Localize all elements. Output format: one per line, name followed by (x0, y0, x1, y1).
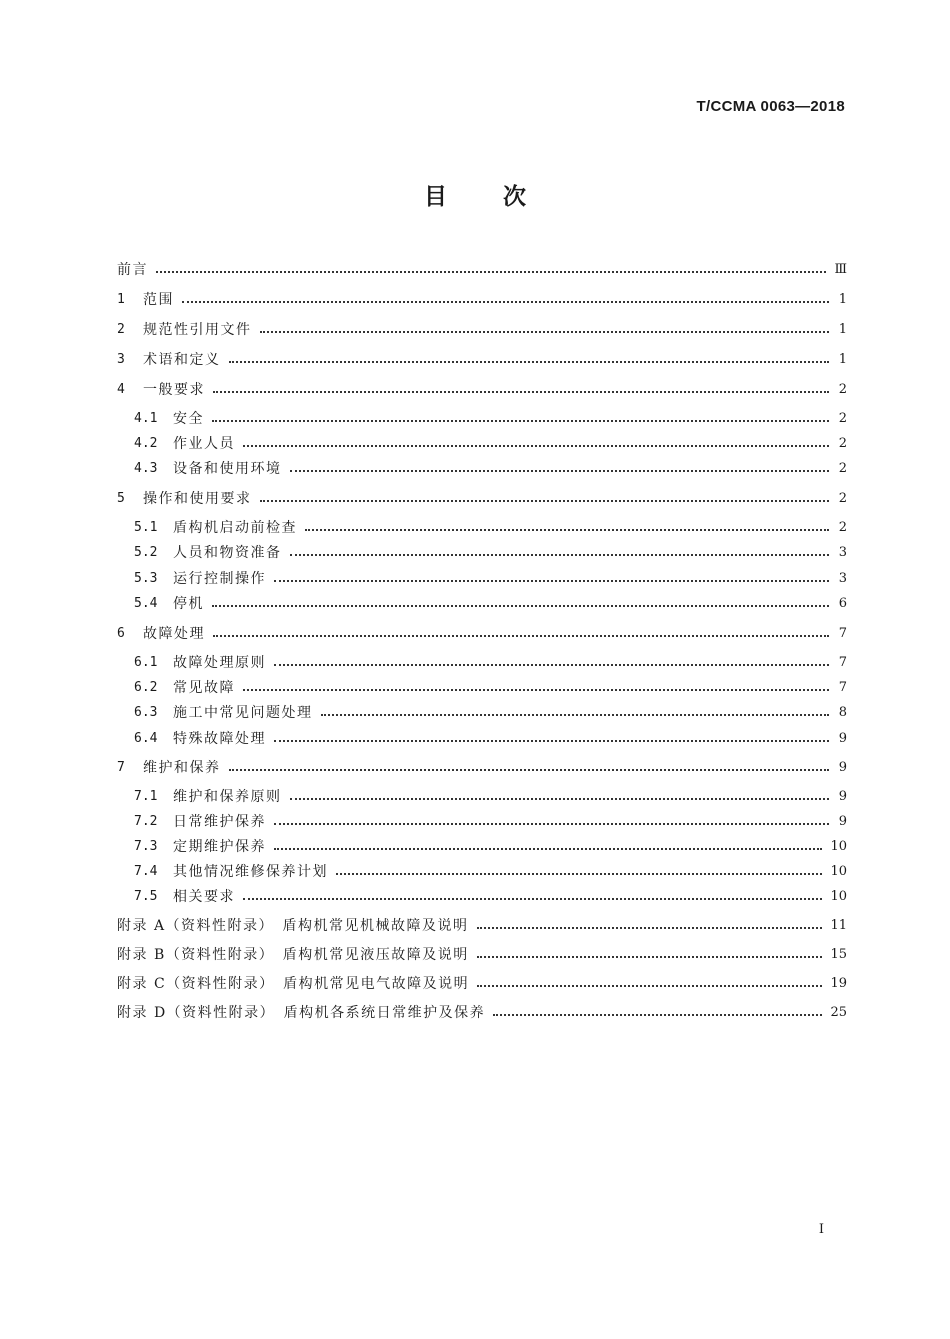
dot-leader (156, 271, 826, 273)
toc-entry-page: 9 (838, 759, 847, 775)
toc-entry-page: 11 (830, 917, 847, 933)
toc-entry-label: 运行控制操作 (173, 571, 266, 587)
page-number: I (818, 1222, 824, 1237)
toc-entry-page: 8 (838, 704, 847, 720)
toc-entry-number: 1 (117, 291, 125, 307)
dot-leader (243, 445, 829, 447)
toc-entry-label: 操作和使用要求 (143, 491, 252, 507)
toc-entry-page: 9 (838, 813, 847, 829)
toc-entry[interactable] (134, 516, 847, 538)
toc-entry-label: 其他情况维修保养计划 (173, 864, 328, 880)
toc-entry[interactable] (134, 541, 847, 563)
toc-entry[interactable] (134, 651, 847, 673)
dot-leader (290, 470, 830, 472)
dot-leader (336, 873, 822, 875)
toc-entry-label: 人员和物资准备 (173, 545, 282, 561)
toc-entry[interactable] (134, 885, 847, 907)
dot-leader (305, 529, 829, 531)
toc-entry-label: 维护和保养原则 (173, 789, 282, 805)
dot-leader (212, 605, 829, 607)
toc-entry-number: 6 (117, 625, 125, 641)
toc-entry[interactable] (117, 972, 847, 994)
toc-entry-page: 25 (830, 1004, 847, 1020)
toc-entry-page: 2 (838, 519, 847, 535)
dot-leader (290, 798, 830, 800)
toc-entry-number: 6.3 (134, 704, 158, 720)
toc-entry-label: 故障处理原则 (173, 655, 266, 671)
toc-entry-page: 10 (830, 838, 847, 854)
toc-entry-label: 维护和保养 (143, 760, 221, 776)
toc-entry-page: 15 (830, 946, 847, 962)
toc-entry-page: 2 (838, 410, 847, 426)
toc-entry-number: 6.4 (134, 730, 158, 746)
toc-entry-label: 附录 A（资料性附录） 盾构机常见机械故障及说明 (117, 918, 469, 934)
toc-entry-label: 附录 D（资料性附录） 盾构机各系统日常维护及保养 (117, 1005, 486, 1021)
dot-leader (260, 331, 830, 333)
toc-entry[interactable] (134, 810, 847, 832)
toc-entry-page: 9 (838, 788, 847, 804)
dot-leader (260, 500, 830, 502)
toc-entry-label: 前言 (117, 262, 148, 278)
toc-entry-number: 5.4 (134, 595, 158, 611)
toc-entry-page: 3 (838, 570, 847, 586)
toc-entry-label: 日常维护保养 (173, 814, 266, 830)
toc-entry[interactable] (117, 943, 847, 965)
toc-entry-page: 1 (838, 321, 847, 337)
toc-entry[interactable] (134, 567, 847, 589)
toc-entry-number: 7.5 (134, 888, 158, 904)
toc-entry[interactable] (117, 318, 847, 340)
toc-entry[interactable] (117, 258, 847, 280)
dot-leader (290, 554, 830, 556)
toc-entry-label: 定期维护保养 (173, 839, 266, 855)
page-title (0, 178, 950, 211)
toc-entry-number: 5.1 (134, 519, 158, 535)
toc-entry-label: 相关要求 (173, 889, 235, 905)
dot-leader (477, 927, 823, 929)
toc-entry-page: 2 (838, 435, 847, 451)
toc-entry-number: 5 (117, 490, 125, 506)
dot-leader (229, 361, 830, 363)
toc-entry[interactable] (134, 727, 847, 749)
toc-entry-page: 7 (838, 654, 847, 670)
dot-leader (493, 1014, 822, 1016)
toc-entry-number: 7.1 (134, 788, 158, 804)
toc-entry-number: 3 (117, 351, 125, 367)
toc-entry-label: 安全 (173, 411, 204, 427)
toc-entry[interactable] (134, 860, 847, 882)
toc-entry[interactable] (117, 487, 847, 509)
standard-code: T/CCMA 0063—2018 (696, 98, 845, 115)
dot-leader (274, 823, 829, 825)
dot-leader (243, 689, 829, 691)
toc-entry-number: 7 (117, 759, 125, 775)
toc-entry[interactable] (134, 407, 847, 429)
toc-entry[interactable] (134, 432, 847, 454)
title-char-1: 目 (424, 184, 447, 210)
toc-entry-label: 范围 (143, 292, 174, 308)
dot-leader (321, 714, 830, 716)
dot-leader (213, 635, 829, 637)
toc-entry-number: 2 (117, 321, 125, 337)
toc-entry-page: 10 (830, 863, 847, 879)
toc-entry-label: 一般要求 (143, 382, 205, 398)
toc-entry-label: 故障处理 (143, 626, 205, 642)
toc-entry-label: 设备和使用环境 (173, 461, 282, 477)
toc-entry-label: 术语和定义 (143, 352, 221, 368)
toc-entry-label: 常见故障 (173, 680, 235, 696)
toc-entry[interactable] (117, 622, 847, 644)
dot-leader (182, 301, 829, 303)
toc-entry-page: 19 (830, 975, 847, 991)
toc-entry[interactable] (134, 592, 847, 614)
toc-entry[interactable] (134, 835, 847, 857)
toc-entry[interactable] (134, 457, 847, 479)
toc-entry-page: 2 (838, 381, 847, 397)
toc-entry-label: 施工中常见问题处理 (173, 705, 313, 721)
toc-entry[interactable] (117, 756, 847, 778)
toc-entry-page: 9 (838, 730, 847, 746)
dot-leader (274, 848, 822, 850)
dot-leader (274, 664, 829, 666)
toc-entry-page: 7 (838, 679, 847, 695)
toc-entry-page: 1 (838, 351, 847, 367)
toc-entry-page: 2 (838, 460, 847, 476)
toc-entry-number: 4 (117, 381, 125, 397)
toc-entry-page: Ⅲ (834, 261, 847, 277)
toc-entry-page: 6 (838, 595, 847, 611)
toc-entry[interactable] (117, 378, 847, 400)
dot-leader (229, 769, 830, 771)
toc-entry-label: 作业人员 (173, 436, 235, 452)
toc-entry-page: 3 (838, 544, 847, 560)
dot-leader (213, 391, 829, 393)
toc-entry-number: 4.3 (134, 460, 158, 476)
toc-entry[interactable] (134, 785, 847, 807)
toc-entry[interactable] (134, 676, 847, 698)
toc-entry-number: 7.2 (134, 813, 158, 829)
toc-entry-label: 停机 (173, 596, 204, 612)
toc-entry-number: 4.2 (134, 435, 158, 451)
dot-leader (274, 580, 829, 582)
dot-leader (477, 985, 822, 987)
toc-entry-number: 7.3 (134, 838, 158, 854)
toc-entry-page: 10 (830, 888, 847, 904)
toc-entry-label: 规范性引用文件 (143, 322, 252, 338)
dot-leader (212, 420, 829, 422)
toc-entry-page: 1 (838, 291, 847, 307)
toc-entry-label: 特殊故障处理 (173, 731, 266, 747)
toc-entry-number: 6.2 (134, 679, 158, 695)
toc-entry-label: 附录 B（资料性附录） 盾构机常见液压故障及说明 (117, 947, 469, 963)
toc-entry-number: 7.4 (134, 863, 158, 879)
toc-entry-page: 2 (838, 490, 847, 506)
toc-entry[interactable] (117, 1001, 847, 1023)
toc-entry-label: 盾构机启动前检查 (173, 520, 297, 536)
dot-leader (477, 956, 823, 958)
toc-entry-number: 4.1 (134, 410, 158, 426)
toc-entry[interactable] (117, 348, 847, 370)
toc-entry-number: 5.3 (134, 570, 158, 586)
toc-entry[interactable] (117, 914, 847, 936)
dot-leader (274, 740, 829, 742)
toc-entry[interactable] (117, 288, 847, 310)
toc-entry-number: 6.1 (134, 654, 158, 670)
dot-leader (243, 898, 822, 900)
toc-entry-page: 7 (838, 625, 847, 641)
title-char-2: 次 (503, 184, 526, 210)
toc-entry[interactable] (134, 701, 847, 723)
toc-entry-label: 附录 C（资料性附录） 盾构机常见电气故障及说明 (117, 976, 470, 992)
toc-entry-number: 5.2 (134, 544, 158, 560)
